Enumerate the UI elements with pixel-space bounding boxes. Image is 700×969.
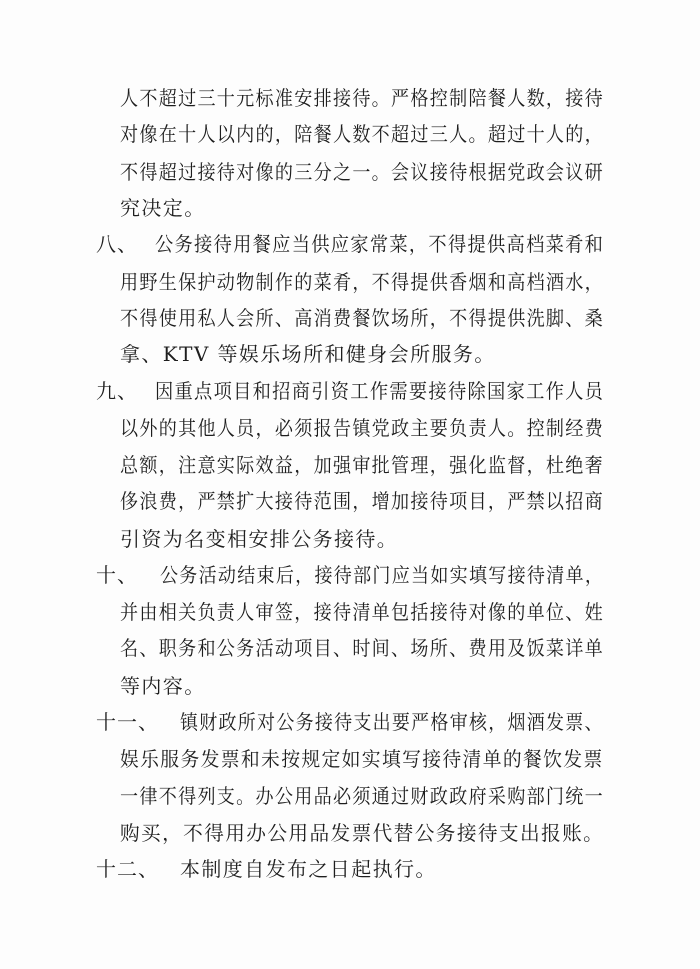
clause-number: 八、 — [96, 232, 138, 257]
text-line: 一律不得列支。办公用品必须通过财政政府采购部门统一 — [120, 783, 605, 808]
text-line: 镇财政所对公务接待支出要严格审核，烟酒发票、 — [180, 709, 604, 734]
text-line: 总额，注意实际效益，加强审批管理，强化监督，杜绝奢 — [120, 452, 605, 477]
text-line: 等内容。 — [120, 673, 206, 698]
text-line: 不得超过接待对像的三分之一。会议接待根据党政会议研 — [120, 159, 605, 184]
text-line: 引资为名变相安排公务接待。 — [120, 526, 399, 551]
clause-number: 十一、 — [96, 709, 159, 734]
text-line: 并由相关负责人审签，接待清单包括接待对像的单位、姓 — [120, 600, 605, 624]
clause-number: 九、 — [96, 379, 138, 404]
text-line: 公务活动结束后，接待部门应当如实填写接待清单， — [160, 562, 605, 587]
clause-number: 十二、 — [96, 857, 159, 881]
text-line: 侈浪费，严禁扩大接待范围，增加接待项目，严禁以招商 — [120, 489, 605, 514]
text-line: 以外的其他人员，必须报告镇党政主要负责人。控制经费 — [120, 415, 605, 440]
text-line: 本制度自发布之日起执行。 — [180, 857, 437, 881]
text-line: 用野生保护动物制作的菜肴，不得提供香烟和高档酒水， — [120, 269, 605, 294]
text-line: 拿、KTV 等娱乐场所和健身会所服务。 — [120, 342, 496, 367]
text-line: 娱乐服务发票和未按规定如实填写接待清单的餐饮发票 — [120, 747, 604, 772]
text-line: 因重点项目和招商引资工作需要接待除国家工作人员 — [155, 379, 605, 404]
clause-number: 十、 — [96, 562, 138, 587]
text-line: 究决定。 — [120, 195, 206, 220]
text-line: 购买，不得用办公用品发票代替公务接待支出报账。 — [120, 820, 605, 845]
text-line: 人不超过三十元标准安排接待。严格控制陪餐人数，接待 — [120, 86, 605, 110]
text-line: 不得使用私人会所、高消费餐饮场所，不得提供洗脚、桑 — [120, 305, 605, 330]
text-line: 公务接待用餐应当供应家常菜，不得提供高档菜肴和 — [155, 232, 605, 257]
text-line: 对像在十人以内的，陪餐人数不超过三人。超过十人的， — [120, 122, 605, 147]
text-line: 名、职务和公务活动项目、时间、场所、费用及饭菜详单 — [120, 636, 605, 661]
